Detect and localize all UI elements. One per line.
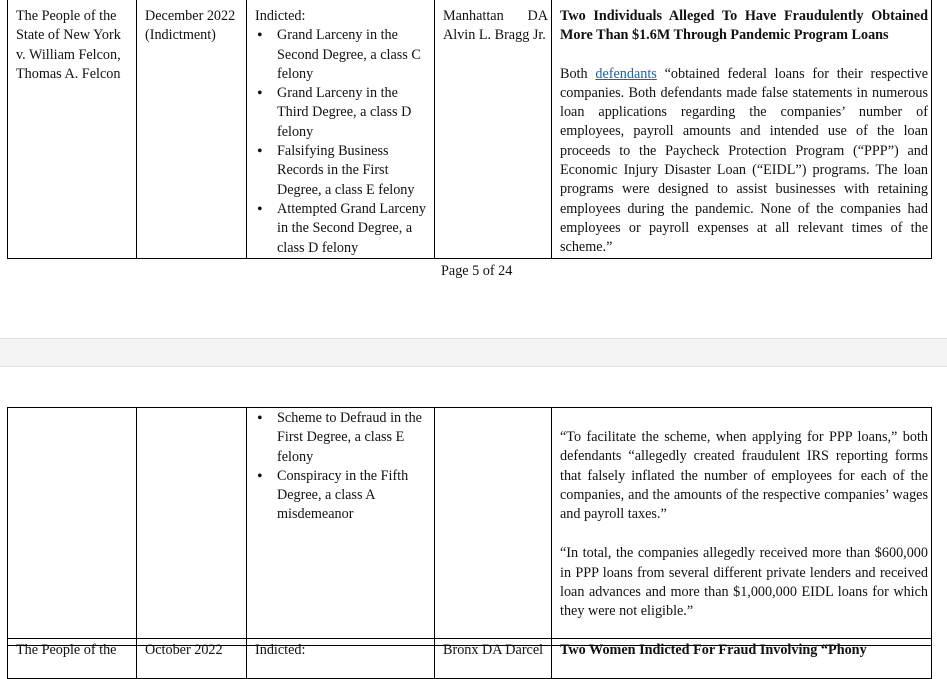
- summary-prefix: Both: [560, 65, 596, 82]
- case-date: December 2022 (Indictment): [145, 8, 236, 44]
- charges-list: [255, 409, 431, 525]
- table-row: [8, 639, 932, 679]
- status-cell: [247, 0, 435, 259]
- case-name: The People of the: [16, 642, 117, 658]
- case-name-cell: [8, 408, 137, 646]
- next-row-table: [7, 638, 932, 679]
- agency-cell: [435, 0, 552, 259]
- summary-text: “obtained federal loans for their respective companies. Both defendants made false statements in numerous loan applications regarding the companies’ number of employees, payroll amounts and intended use of the loan proceeds to the Paycheck Protection Program (“PPP”) and Economic Injury Disaster Loan (“EIDL”) programs. The loan programs were designed to assist businesses with retaining employees during the pandemic. None of the companies had employees or payroll expenses at all relevant times of the scheme.”: [560, 65, 928, 256]
- case-headline: Two Women Indicted For Fraud Involving “Phony: [560, 642, 867, 658]
- status-cell: [247, 408, 435, 646]
- agency-cell: [435, 408, 552, 646]
- charge-item: • Grand Larceny in the Third Degree, a class D felony: [255, 84, 431, 142]
- status-label: Indicted:: [255, 642, 306, 658]
- summary-cell: [552, 639, 932, 679]
- table-row: [8, 408, 932, 646]
- summary-cell: [552, 0, 932, 259]
- status-cell: [247, 639, 435, 679]
- date-cell: [137, 408, 247, 646]
- agency-name: Bronx DA Darcel: [443, 642, 544, 658]
- charge-item: • Falsifying Business Records in the First Degree, a class E felony: [255, 142, 431, 200]
- agency-name: Manhattan DA Alvin L. Bragg Jr.: [443, 8, 548, 44]
- case-date: October 2022: [145, 642, 223, 658]
- page5-table: [7, 0, 932, 259]
- charge-item: • Attempted Grand Larceny in the Second Degree, a class D felony: [255, 200, 431, 258]
- charges-list: [255, 26, 431, 258]
- summary-cell: [552, 408, 932, 646]
- page-number: Page 5 of 24: [441, 263, 513, 279]
- case-headline: Two Individuals Alleged To Have Fraudulently Obtained More Than $1.6M Through Pandemic Program Loans: [560, 8, 928, 44]
- status-label: Indicted:: [255, 8, 306, 24]
- quote-paragraph: “To facilitate the scheme, when applying for PPP loans,” both defendants “allegedly created fraudulent IRS reporting forms that falsely inflated the number of employees for each of the companies, and the amounts of the respective companies’ wages and payroll taxes.”: [560, 429, 928, 523]
- case-summary: [560, 65, 928, 258]
- page-separator: [0, 338, 947, 367]
- table-row: [8, 0, 932, 259]
- charge-item: • Grand Larceny in the Second Degree, a class C felony: [255, 26, 431, 84]
- case-name: The People of the State of New York v. William Felcon, Thomas A. Felcon: [16, 8, 121, 82]
- defendants-link[interactable]: defendants: [595, 65, 657, 82]
- page6-table: [7, 407, 932, 646]
- quote-paragraph: “In total, the companies allegedly received more than $600,000 in PPP loans from several different private lenders and received loan advances and more than $1,000,000 EIDL loans for which they were not eligible.”: [560, 545, 928, 620]
- agency-cell: [435, 639, 552, 679]
- date-cell: [137, 0, 247, 259]
- charge-item: • Conspiracy in the Fifth Degree, a class A misdemeanor: [255, 467, 431, 525]
- date-cell: [137, 639, 247, 679]
- case-name-cell: [8, 0, 137, 259]
- case-name-cell: [8, 639, 137, 679]
- charge-item: • Scheme to Defraud in the First Degree, a class E felony: [255, 409, 431, 467]
